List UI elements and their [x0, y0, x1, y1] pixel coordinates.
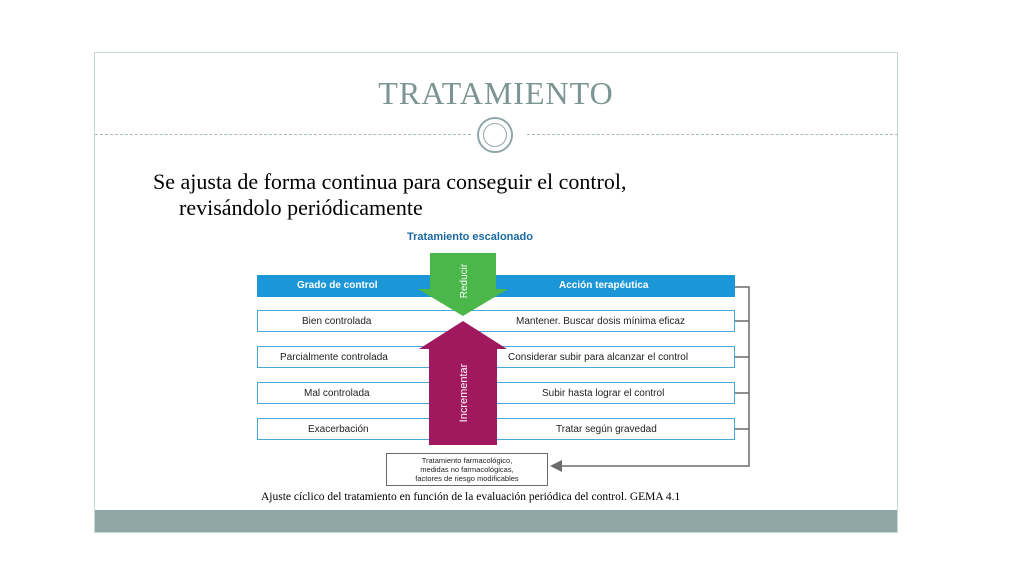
cycle-line-2: medidas no farmacológicas,: [420, 465, 514, 474]
row-action: Considerar subir para alcanzar el control: [508, 352, 689, 363]
reduce-label: Reducir: [459, 263, 470, 299]
increase-label: Incrementar: [458, 363, 470, 423]
cycle-line-3: factores de riesgo modificables: [415, 474, 519, 483]
bullet-line-1: Se ajusta de forma continua para conseguir el control,: [153, 169, 627, 194]
row-control-level: Parcialmente controlada: [280, 352, 388, 363]
row-action: Subir hasta lograr el control: [542, 388, 665, 399]
slide: [94, 52, 898, 533]
slide-title: TRATAMIENTO: [378, 75, 614, 111]
diagram-title: Tratamiento escalonado: [407, 231, 533, 243]
row-action: Mantener. Buscar dosis mínima eficaz: [516, 316, 685, 327]
figure-caption: Ajuste cíclico del tratamiento en función de la evaluación periódica del control. GEMA 4.1: [261, 491, 681, 503]
row-control-level: Mal controlada: [304, 388, 370, 399]
row-control-level: Bien controlada: [302, 316, 372, 327]
feedback-connector: [560, 287, 749, 466]
row-control-level: Exacerbación: [308, 424, 369, 435]
feedback-arrowhead-icon: [550, 460, 562, 472]
row-action: Tratar según gravedad: [556, 424, 657, 435]
cycle-box: [386, 453, 548, 486]
cycle-line-1: Tratamiento farmacológico,: [421, 456, 513, 465]
footer-band: [95, 510, 897, 532]
bullet-line-2: revisándolo periódicamente: [179, 195, 423, 220]
header-right-label: Acción terapéutica: [559, 280, 649, 291]
header-left-label: Grado de control: [297, 280, 378, 291]
